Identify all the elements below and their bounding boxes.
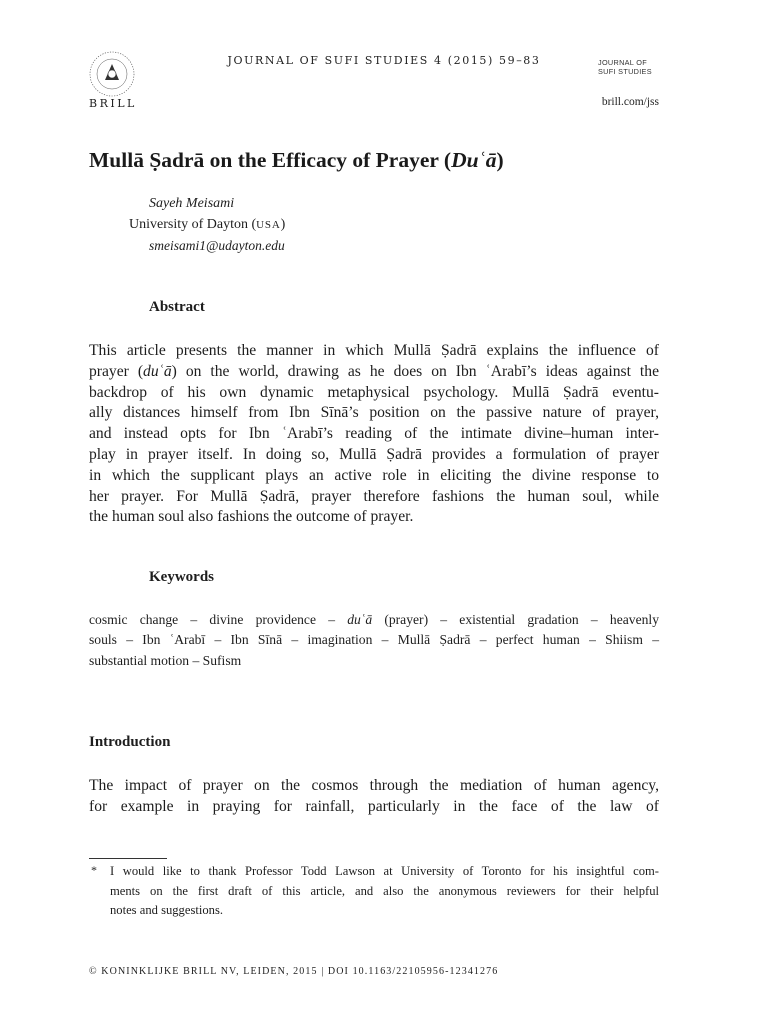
page-footer — [89, 966, 498, 977]
affiliation-suffix: ) — [280, 217, 286, 232]
journal-logo-line1: JOURNAL OF — [598, 58, 647, 67]
abstract-line: backdrop of his own dynamic metaphysical psychology. Mullā Ṣadrā eventu- — [89, 383, 659, 401]
keywords-line: cosmic change – divine providence – duʿā (prayer) – existential gradation – heavenly — [89, 612, 659, 627]
author-affiliation — [129, 217, 285, 233]
abstract-line: play in prayer itself. In doing so, Mullā Ṣadrā provides a formulation of prayer — [89, 445, 659, 463]
journal-url[interactable]: brill.com/jss — [601, 96, 659, 108]
article-title — [89, 148, 504, 173]
author-email[interactable]: smeisami1@udayton.edu — [149, 238, 285, 253]
abstract-body — [89, 341, 659, 528]
keywords-line: substantial motion – Sufism — [89, 652, 242, 668]
footnote-divider — [89, 858, 167, 859]
journal-citation: JOURNAL OF SUFI STUDIES 4 (2015) 59–83 — [227, 54, 541, 67]
journal-logo — [596, 58, 660, 80]
footnote-body — [110, 862, 659, 921]
doi-link[interactable]: DOI 10.1163/22105956-12341276 — [327, 966, 499, 977]
abstract-line: and instead opts for Ibn ʿArabī’s reading of the intimate divine–human inter- — [89, 425, 659, 443]
footnote-line: ments on the first draft of this article, and also the anonymous reviewers for their helpful — [110, 883, 659, 898]
introduction-line: The impact of prayer on the cosmos through the mediation of human agency, — [89, 777, 659, 794]
introduction-body — [89, 776, 659, 818]
footer-separator: | — [321, 966, 325, 977]
abstract-line: ally distances himself from Ibn Sīnā’s position on the passive nature of prayer, — [89, 404, 659, 422]
keywords-heading: Keywords — [149, 569, 214, 585]
keywords-body — [89, 610, 659, 671]
title-end: ) — [496, 148, 504, 172]
footnote-line: I would like to thank Professor Todd Lawson at University of Toronto for his insightful com- — [110, 864, 659, 878]
publisher-name: BRILL — [89, 97, 137, 110]
introduction-heading: Introduction — [89, 734, 171, 750]
title-main: Mullā Ṣadrā on the Efficacy of Prayer ( — [89, 148, 452, 172]
affiliation-country: USA — [256, 219, 281, 231]
author-name: Sayeh Meisami — [149, 196, 235, 211]
title-italic: Duʿā — [451, 148, 497, 172]
copyright-notice: © KONINKLIJKE BRILL NV, LEIDEN, 2015 — [89, 966, 318, 977]
abstract-line: This article presents the manner in which Mullā Ṣadrā explains the influence of — [89, 342, 659, 359]
footnote-mark: * — [91, 863, 97, 877]
journal-logo-line2: SUFI STUDIES — [598, 67, 652, 76]
abstract-heading: Abstract — [149, 299, 205, 315]
abstract-line: her prayer. For Mullā Ṣadrā, prayer therefore fashions the human soul, while — [89, 487, 659, 505]
affiliation-prefix: University of Dayton ( — [129, 217, 257, 232]
abstract-line: the human soul also fashions the outcome of prayer. — [89, 508, 414, 526]
keywords-line: souls – Ibn ʿArabī – Ibn Sīnā – imagination – Mullā Ṣadrā – perfect human – Shiism – — [89, 632, 659, 648]
footnote-line: notes and suggestions. — [110, 903, 223, 918]
introduction-line: for example in praying for rainfall, particularly in the face of the law of — [89, 797, 659, 815]
abstract-line: prayer (duʿā) on the world, drawing as he does on Ibn ʿArabī’s ideas against the — [89, 362, 659, 380]
abstract-line: in which the supplicant plays an active role in eliciting the divine response to — [89, 466, 659, 484]
